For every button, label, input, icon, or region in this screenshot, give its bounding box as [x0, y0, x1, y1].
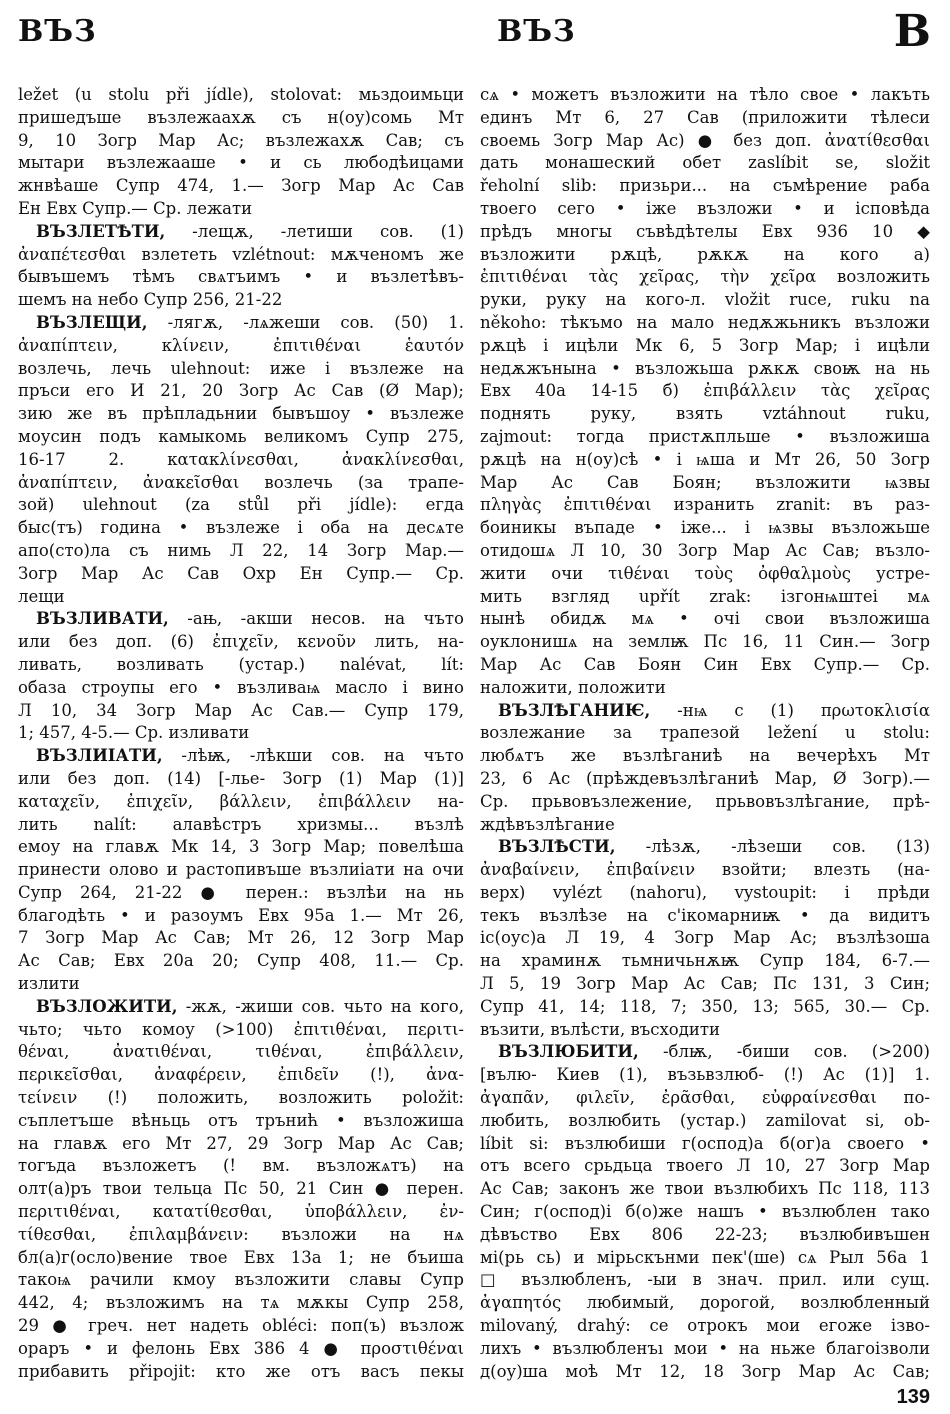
text-line	[480, 905, 930, 928]
line-text: текъ възлѣзе на с'ікомарниѭ • да видитъ	[480, 905, 930, 925]
text-line	[480, 654, 930, 677]
line-text: своемь Зогр Мар Ас) ● без доп. ἀνατίθεσθαι	[480, 130, 930, 150]
text-line	[480, 1292, 930, 1315]
line-text: съплетъше вѣньць отъ трънић • възложиша	[18, 1110, 464, 1130]
line-text: ораръ • и фелонь Евх 386 4 ● προστιθέναι	[18, 1338, 464, 1358]
text-line	[18, 517, 464, 540]
line-text: прибавить připojit: кто же отъ васъ пекы	[18, 1361, 464, 1381]
text-line	[480, 540, 930, 563]
text-line	[480, 1110, 930, 1133]
entry-headword-line	[480, 1041, 930, 1064]
line-text: καταχεῖν, ἐπιχεῖν, βάλλειν, ἐπιβάλλειν на-	[18, 791, 464, 811]
text-line	[18, 814, 464, 837]
line-text: зию же въ прѣпладьнии бывъшоу • възлеже	[18, 404, 464, 424]
text-line	[18, 107, 464, 130]
line-text: Л 10, 34 Зогр Мар Ас Сав.— Супр 179,	[18, 700, 464, 720]
text-line	[18, 358, 464, 381]
text-line	[480, 859, 930, 882]
line-text: руки, руку на кого-л. vložit ruce, ruku na	[480, 290, 930, 310]
text-line	[480, 107, 930, 130]
line-text: любить, возлюбить (устар.) zamilovat si, ob-	[480, 1110, 930, 1130]
text-line	[480, 608, 930, 631]
line-text: любѧтъ же възлѣганиѣ на вечерѣхъ Мт	[480, 746, 930, 766]
text-line	[480, 586, 930, 609]
text-line	[480, 1019, 930, 1042]
text-line	[18, 905, 464, 928]
text-line	[480, 198, 930, 221]
line-text: възити, вълѣсти, въсходити	[480, 1019, 721, 1039]
entry-headword-line	[480, 836, 930, 859]
line-text: възложити рѫцѣ, рѫкѫ на кого а)	[480, 244, 930, 264]
headword: ВЪЗЛЕЩИ,	[36, 312, 148, 332]
line-text: ἀγαπητός любимый, дорогой, возлюбленный	[480, 1293, 930, 1313]
text-line	[480, 244, 930, 267]
line-text: рѫцѣ на н(оу)сѣ • і ѩша и Мт 26, 50 Зогр	[480, 449, 930, 469]
line-text: мить взгляд upřít zrak: ізгонѩштеі мѧ	[480, 586, 930, 606]
line-text: θέναι, ἀνατιθέναι, τιθέναι, ἐπιβάλλειν,	[18, 1042, 464, 1062]
text-line	[480, 1315, 930, 1338]
line-text: Л 5, 19 Зогр Мар Ас Сав; Пс 131, 3 Син;	[480, 974, 930, 994]
text-line	[18, 289, 464, 312]
line-text: емоу на главѫ Мк 14, 3 Зогр Мар; повелѣша	[18, 837, 464, 857]
line-text: -ањ, -акши несов. на чъто	[168, 609, 464, 629]
text-line	[480, 266, 930, 289]
line-text: оуклонишѧ на землѭ Пс 16, 11 Син.— Зогр	[480, 632, 930, 652]
line-text: поднять руку, взять vztáhnout ruku,	[480, 404, 930, 424]
text-line	[480, 1201, 930, 1224]
text-line	[480, 403, 930, 426]
text-line	[18, 1155, 464, 1178]
text-line	[480, 882, 930, 905]
text-line	[480, 791, 930, 814]
text-line	[480, 152, 930, 175]
line-text: Зогр Мар Ас Сав Охр Ен Супр.— Ср.	[18, 563, 464, 583]
text-line	[18, 631, 464, 654]
line-text: 29 ● греч. нет надеть obléci: поп(ъ) възлож	[18, 1316, 464, 1336]
line-text: рѫцѣ і ицѣли Мк 6, 5 Зогр Мар; і ицѣли	[480, 335, 930, 355]
text-line	[18, 449, 464, 472]
text-line	[18, 380, 464, 403]
text-line	[18, 700, 464, 723]
line-text: бл(а)г(осло)вение твое Евх 13а 1; не бъиша	[18, 1247, 464, 1267]
text-line	[480, 494, 930, 517]
line-text: верх) vylézt (nahoru), vystoupit: і прѣди	[480, 882, 930, 902]
line-text: или без доп. (14) [-лье- Зогр (1) Мар (1)]	[18, 768, 464, 788]
text-line	[480, 175, 930, 198]
line-text: 442, 4; възложимъ на тѧ мѫкы Супр 258,	[18, 1293, 464, 1313]
line-text: ждѣвъзлѣгание	[480, 814, 615, 834]
line-text: нынѣ обидѫ мѧ • очі свои възложиша	[480, 609, 930, 629]
line-text: □ възлюбленъ, -ыи в знач. прил. или сущ.	[480, 1270, 930, 1290]
line-text: Мар Ас Сав Боян Син Евх Супр.— Ср.	[480, 654, 930, 674]
text-line	[480, 973, 930, 996]
right-column	[480, 84, 930, 1383]
text-line	[480, 1361, 930, 1384]
text-line	[18, 84, 464, 107]
entry-headword-line	[480, 700, 930, 723]
text-line	[480, 1338, 930, 1361]
text-line	[18, 1338, 464, 1361]
text-line	[480, 814, 930, 837]
line-text: дать монашеский обет zaslíbit se, složit	[480, 153, 930, 173]
line-text: боиникы въпаде • іже... і ѩзвы възложьше	[480, 518, 930, 538]
entry-headword-line	[18, 745, 464, 768]
line-text: 1; 457, 4-5.— Ср. изливати	[18, 723, 250, 743]
line-text: zajmout: тогда пристѫпльше • възложиша	[480, 426, 930, 446]
text-line	[480, 722, 930, 745]
line-text: Супр 41, 14; 118, 7; 350, 13; 565, 30.— Ср.	[480, 996, 930, 1016]
line-text: зой) ulehnout (za stůl při jídle): егда	[18, 495, 464, 515]
line-text: твоего сего • іже възложи • и ісповѣда	[480, 198, 930, 218]
line-text: ливать, возливать (устар.) nalévat, lít:	[18, 654, 464, 674]
headword: ВЪЗЛѢСТИ,	[498, 837, 616, 857]
text-line	[18, 472, 464, 495]
line-text: д(оу)ша моѣ Мт 12, 18 Зогр Мар Ас Сав;	[480, 1361, 930, 1381]
line-text: благодѣть • и разоумъ Евх 95а 1.— Мт 26,	[18, 905, 464, 925]
line-text: пръси его И 21, 20 Зогр Ас Сав (Ø Мар);	[18, 381, 464, 401]
text-line	[18, 1133, 464, 1156]
line-text: πληγὰς ἐπιτιθέναι изранить zranit: въ раз-	[480, 495, 930, 515]
text-line	[480, 1064, 930, 1087]
text-line	[480, 335, 930, 358]
line-text: шемъ на небо Супр 256, 21-22	[18, 290, 283, 310]
line-text: ἀναπίπτειν, ἀνακεῖσθαι возлечь (за трапе-	[18, 472, 464, 492]
entry-headword-line	[18, 608, 464, 631]
text-line	[480, 130, 930, 153]
text-line	[480, 449, 930, 472]
line-text: на храминѫ тьмничьнѫѭ Супр 184, 6-7.—	[480, 951, 930, 971]
line-text: излити	[18, 974, 80, 994]
line-text: τίθεσθαι, ἐπιλαμβάνειν: възложи на нѧ	[18, 1224, 464, 1244]
line-text: дѣвъство Евх 806 22-23; възлюбивъшен	[480, 1224, 930, 1244]
line-text: прѣдъ многы съвѣдѣтелы Евх 936 10 ◆	[480, 221, 930, 241]
entry-headword-line	[18, 221, 464, 244]
text-line	[18, 1361, 464, 1384]
line-text: -лягѫ, -лѧжеши сов. (50) 1.	[147, 312, 464, 332]
line-text: недѫжънына • възложьша рѫкѫ своѭ на нь	[480, 358, 930, 378]
text-line	[18, 1087, 464, 1110]
line-text: 23, 6 Ас (прѣждевъзлѣганиѣ Мар, Ø Зогр).—	[480, 768, 930, 788]
text-line	[18, 335, 464, 358]
text-line	[18, 198, 464, 221]
line-text: возлечь, лечь ulehnout: иже і възлеже на	[18, 358, 464, 378]
line-text: ἀναβαίνειν, ἐπιβαίνειν взойти; влезть (на-	[480, 860, 930, 880]
line-text: líbit si: възлюбиши г(оспод)а б(ог)а своего •	[480, 1133, 930, 1153]
text-line	[18, 1041, 464, 1064]
line-text: тогъда възложетъ (! вм. възложѧтъ) на	[18, 1156, 464, 1176]
text-line	[18, 973, 464, 996]
line-text: лещи	[18, 586, 65, 606]
section-letter: В	[893, 6, 932, 57]
text-line	[18, 175, 464, 198]
line-text: пришедъше възлежаахѫ съ н(оу)сомь Мт	[18, 107, 464, 127]
line-text: ležet (u stolu při jídle), stolovat: мьздоимьци	[18, 85, 464, 104]
line-text: такоѩ рачили кмоу възложити славы Супр	[18, 1270, 464, 1290]
text-line	[480, 1155, 930, 1178]
text-line	[480, 563, 930, 586]
running-head-center: ВЪЗ	[497, 14, 576, 49]
line-text: Ас Сав; Евх 20а 20; Супр 408, 11.— Ср.	[18, 951, 464, 971]
line-text: бывъшемъ тѣмъ свѧтъимъ • и възлетѣвъ-	[18, 267, 464, 287]
line-text: моусин подъ камыкомь великомъ Супр 275,	[18, 426, 464, 446]
headword: ВЪЗЛИВАТИ,	[36, 609, 169, 629]
text-line	[480, 472, 930, 495]
line-text: Евх 40а 14-15 б) ἐπιβάλλειν τὰς χεῖρας	[480, 381, 930, 401]
line-text: возлежание за трапезой ležení u stolu:	[480, 723, 930, 743]
line-text: мытари възлежааше • и сь любодѣицами	[18, 153, 464, 173]
text-line	[18, 654, 464, 677]
line-text: -жѫ, -жиши сов. чьто на кого,	[177, 996, 464, 1016]
text-line	[18, 586, 464, 609]
text-line	[18, 244, 464, 267]
headword: ВЪЗЛЮБИТИ,	[498, 1042, 639, 1062]
text-line	[480, 1269, 930, 1292]
text-line	[480, 631, 930, 654]
page-number: 139	[896, 1386, 930, 1408]
text-line	[480, 289, 930, 312]
line-text: περικεῖσθαι, ἀναφέρειν, ἐπιδεῖν (!), ἀνα-	[18, 1065, 464, 1085]
running-head-left: ВЪЗ	[18, 14, 97, 49]
text-line	[480, 312, 930, 335]
line-text: лихъ • възлюбленъı мои • на ньже благоізволи	[480, 1338, 930, 1358]
line-text: -блѭ, -биши сов. (>200)	[638, 1042, 930, 1062]
line-text: обаза строупы его • възливаѩ масло і вино	[18, 677, 464, 697]
text-line	[18, 152, 464, 175]
line-text: ἐπιτιθέναι τὰς χεῖρας, τὴν χεῖρα возложить	[480, 267, 930, 287]
text-line	[18, 540, 464, 563]
text-line	[18, 677, 464, 700]
line-text: někoho: тѣкъмо на мало недѫжьникъ възложи	[480, 312, 930, 332]
line-text: или без доп. (6) ἐπιχεῖν, κενοῦν лить, на-	[18, 632, 464, 652]
text-line	[18, 1224, 464, 1247]
line-text: 7 Зогр Мар Ас Сав; Мт 26, 12 Зогр Мар	[18, 928, 464, 948]
line-text: отидошѧ Л 10, 30 Зогр Мар Ас Сав; възло-	[480, 540, 930, 560]
line-text: жити очи τιθέναι τοὺς ὀφθαλμοὺς устре-	[480, 563, 930, 583]
line-text: [вълю- Киев (1), възьвзлюб- (!) Ас (1)] 1.	[480, 1065, 930, 1085]
line-text: ἀναπίπτειν, κλίνειν, ἐπιτιθέναι ἑαυτόν	[18, 335, 464, 355]
text-line	[18, 768, 464, 791]
text-line	[18, 859, 464, 882]
line-text: περιτιθέναι, κατατίθεσθαι, ὑποβάλλειν, ἐν-	[18, 1202, 464, 1222]
line-text: ἀγαπᾶν, φιλεῖν, ἐρᾶσθαι, εὐφραίνεσθαι по-	[480, 1088, 930, 1108]
line-text: іс(оус)а Л 19, 4 Зогр Мар Ас; възлѣзоша	[480, 928, 930, 948]
headword: ВЪЗЛИІАТИ,	[36, 746, 163, 766]
line-text: единъ Мт 6, 27 Сав (приложити тѣлеси	[480, 107, 930, 127]
line-text: milovaný, drahý: се отрокъ мои егоже ізво-	[480, 1316, 930, 1336]
text-line	[18, 1019, 464, 1042]
line-text: быс(тъ) година • възлеже і оба на десѧте	[18, 518, 464, 538]
line-text: -лѣзѫ, -лѣзеши сов. (13)	[615, 837, 930, 857]
text-line	[18, 927, 464, 950]
line-text: на главѫ его Мт 27, 29 Зогр Мар Ас Сав;	[18, 1133, 464, 1153]
text-line	[18, 882, 464, 905]
line-text: сѧ • можетъ възложити на тѣло свое • лакъть	[480, 85, 930, 104]
text-line	[18, 563, 464, 586]
text-line	[18, 403, 464, 426]
text-line	[18, 1201, 464, 1224]
line-text: отъ всего срьдьца твоего Л 10, 27 Зогр Мар	[480, 1156, 930, 1176]
text-line	[18, 494, 464, 517]
text-line	[480, 927, 930, 950]
text-line	[18, 1064, 464, 1087]
text-line	[18, 1110, 464, 1133]
text-line	[18, 1269, 464, 1292]
text-line	[480, 221, 930, 244]
text-line	[480, 84, 930, 107]
text-line	[480, 768, 930, 791]
line-text: τείνειν (!) положить, возложить položit:	[18, 1088, 464, 1108]
line-text: 9, 10 Зогр Мар Ас; възлежахѫ Сав; съ	[18, 130, 464, 150]
text-line	[480, 380, 930, 403]
line-text: Мар Ас Сав Боян; възложити ѩзвы	[480, 472, 930, 492]
text-line	[18, 426, 464, 449]
entry-headword-line	[18, 996, 464, 1019]
text-line	[480, 745, 930, 768]
line-text: ἀναπέτεσθαι взлететь vzlétnout: мѫченомъ же	[18, 244, 464, 264]
headword: ВЪЗЛЕТѢТИ,	[36, 221, 166, 241]
text-line	[480, 1133, 930, 1156]
line-text: мі(рь сь) и мірьскънми пек'(ше) сѧ Рыл 56а 1	[480, 1247, 930, 1267]
line-text: жнвѣаше Супр 474, 1.— Зогр Мар Ас Сав	[18, 176, 464, 196]
line-text: принести олово и растопивъше възлиіати на очи	[18, 860, 464, 880]
text-line	[480, 677, 930, 700]
line-text: чьто; чьто комоу (>100) ἐπιτιθέναι, περιτι-	[18, 1019, 464, 1039]
text-line	[480, 996, 930, 1019]
text-line	[18, 836, 464, 859]
text-line	[480, 1224, 930, 1247]
line-text: Ср. прьвовъзлежение, прьвовъзлѣгание, прѣ-	[480, 791, 930, 811]
text-line	[480, 950, 930, 973]
line-text: Син; г(оспод)і б(о)же нашъ • възлюблен тако	[480, 1202, 930, 1222]
line-text: Ен Евх Супр.— Ср. лежати	[18, 198, 253, 218]
text-line	[18, 1292, 464, 1315]
line-text: řeholní slib: призьри... на съмѣрение раба	[480, 176, 930, 196]
line-text: Ас Сав; законъ же твои възлюбихъ Пс 118, 113	[480, 1179, 930, 1199]
left-column	[18, 84, 464, 1383]
text-line	[18, 130, 464, 153]
headword: ВЪЗЛѢГАНИѤ,	[498, 700, 651, 720]
line-text: -лѣѭ, -лѣкши сов. на чъто	[162, 746, 464, 766]
text-line	[480, 1247, 930, 1270]
text-line	[480, 426, 930, 449]
line-text: Супр 264, 21-22 ● перен.: възлѣи на нь	[18, 882, 464, 902]
line-text: -нѩ с (1) πρωτοκλισία	[650, 700, 930, 720]
line-text: наложити, положити	[480, 677, 666, 697]
text-line	[480, 358, 930, 381]
entry-headword-line	[18, 312, 464, 335]
text-line	[18, 1247, 464, 1270]
line-text: апо(сто)ла съ нимь Л 22, 14 Зогр Мар.—	[18, 540, 464, 560]
line-text: олт(а)ръ твои тельца Пс 50, 21 Син ● перен.	[18, 1179, 464, 1199]
line-text: лить nalít: алавѣстръ хризмы... възлѣ	[18, 814, 464, 834]
text-line	[18, 1315, 464, 1338]
line-text: 16-17 2. κατακλίνεσθαι, ἀνακλίνεσθαι,	[18, 449, 464, 469]
text-line	[18, 950, 464, 973]
line-text: -лещѫ, -летиши сов. (1)	[165, 221, 464, 241]
text-line	[18, 791, 464, 814]
headword: ВЪЗЛОЖИТИ,	[36, 996, 178, 1016]
text-line	[18, 1178, 464, 1201]
text-line	[480, 517, 930, 540]
text-line	[18, 722, 464, 745]
text-line	[480, 1178, 930, 1201]
text-line	[18, 266, 464, 289]
text-line	[480, 1087, 930, 1110]
